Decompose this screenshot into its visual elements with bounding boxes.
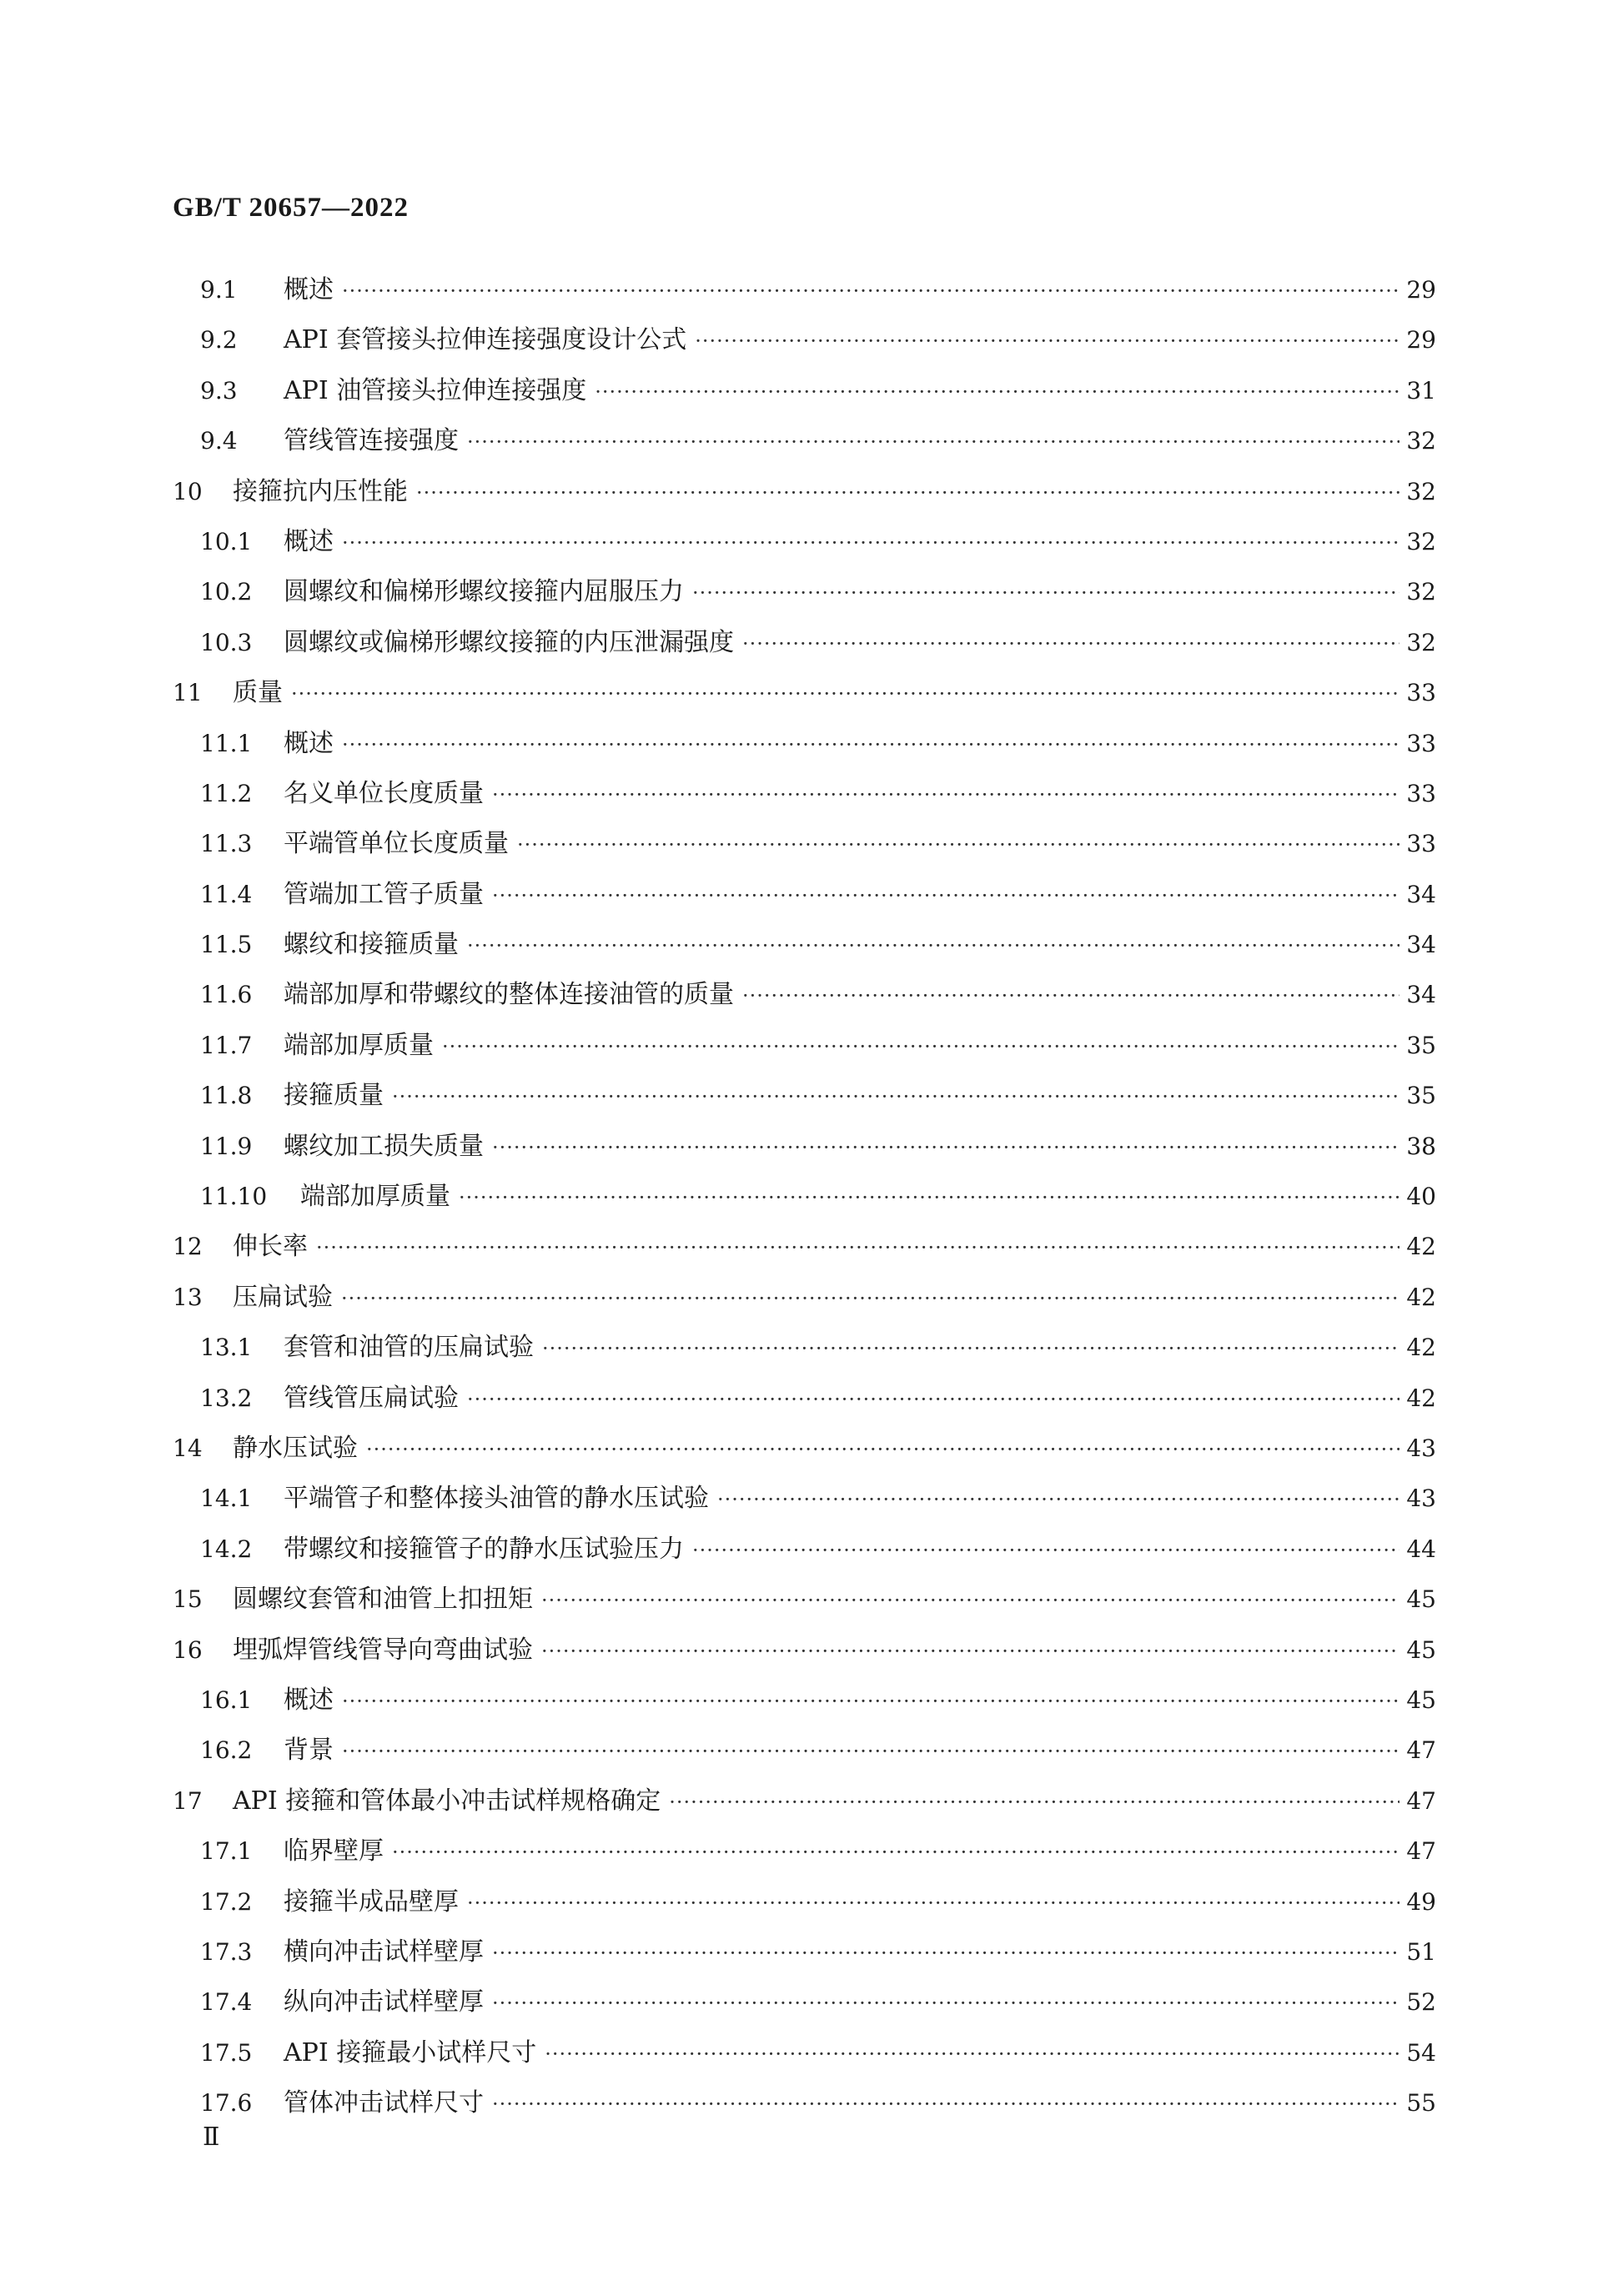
toc-dot-leader [541, 1626, 1399, 1676]
toc-dot-leader [342, 720, 1399, 770]
toc-entry-page: 34 [1406, 981, 1436, 1009]
toc-entry-page: 32 [1406, 427, 1436, 455]
toc-entry-page: 33 [1406, 779, 1436, 807]
standard-code-header: GB/T 20657—2022 [173, 193, 410, 223]
toc-entry[interactable] [0, 2028, 1623, 2078]
toc-entry-number: 17.6 [200, 2089, 253, 2118]
toc-entry-number: 13.1 [200, 1334, 253, 1362]
toc-entry[interactable] [0, 668, 1623, 718]
toc-dot-leader [492, 2079, 1399, 2129]
toc-entry-number: 13.2 [200, 1384, 253, 1412]
toc-entry-page: 49 [1406, 1887, 1436, 1916]
toc-entry[interactable] [0, 265, 1623, 315]
toc-entry-page: 44 [1406, 1535, 1436, 1563]
toc-entry-page: 29 [1406, 276, 1436, 304]
toc-entry-number: 9.3 [200, 376, 238, 404]
toc-dot-leader [342, 266, 1399, 316]
toc-entry-title: API 接箍和管体最小冲击试样规格确定 [233, 1786, 661, 1816]
toc-dot-leader [291, 669, 1399, 719]
toc-entry-page: 47 [1406, 1736, 1436, 1765]
toc-entry-title: API 接箍最小试样尺寸 [284, 2037, 537, 2067]
toc-entry-title: 管线管压扁试验 [284, 1383, 459, 1413]
toc-dot-leader [342, 1676, 1399, 1726]
toc-entry-title: 背景 [284, 1736, 334, 1766]
toc-entry-title: 端部加厚质量 [284, 1030, 434, 1060]
toc-entry-number: 13 [173, 1283, 203, 1311]
toc-dot-leader [742, 971, 1399, 1021]
toc-dot-leader [341, 1274, 1399, 1324]
toc-dot-leader [742, 619, 1399, 669]
toc-entry-number: 10.1 [200, 527, 253, 555]
toc-entry-page: 45 [1406, 1635, 1436, 1664]
toc-entry-page: 45 [1406, 1585, 1436, 1614]
toc-entry-number: 17 [173, 1786, 203, 1815]
toc-entry-page: 34 [1406, 931, 1436, 959]
toc-entry[interactable] [0, 2078, 1623, 2128]
toc-entry-title: 压扁试验 [233, 1282, 333, 1312]
toc-entry[interactable] [0, 1525, 1623, 1575]
toc-entry[interactable] [0, 1927, 1623, 1977]
toc-entry-number: 17.2 [200, 1887, 253, 1916]
toc-entry[interactable] [0, 1826, 1623, 1876]
toc-entry[interactable] [0, 1424, 1623, 1474]
toc-entry-title: 螺纹和接箍质量 [284, 930, 459, 960]
toc-dot-leader [459, 1173, 1399, 1223]
toc-dot-leader [492, 1978, 1399, 2028]
toc-dot-leader [467, 1374, 1399, 1424]
toc-entry-title: 螺纹加工损失质量 [284, 1131, 484, 1161]
toc-entry-title: 横向冲击试样壁厚 [284, 1937, 484, 1967]
toc-entry[interactable] [0, 1071, 1623, 1121]
toc-entry-number: 11 [173, 679, 203, 707]
toc-entry-title: 带螺纹和接箍管子的静水压试验压力 [284, 1534, 684, 1564]
toc-dot-leader [416, 468, 1399, 518]
toc-dot-leader [492, 770, 1399, 820]
toc-entry-number: 11.8 [200, 1082, 253, 1110]
toc-entry[interactable] [0, 1676, 1623, 1726]
toc-entry[interactable] [0, 1323, 1623, 1373]
toc-entry-title: 套管和油管的压扁试验 [284, 1333, 534, 1363]
toc-entry[interactable] [0, 1021, 1623, 1071]
table-of-contents [0, 265, 1623, 2128]
toc-dot-leader [442, 1022, 1399, 1072]
toc-entry-page: 33 [1406, 729, 1436, 757]
toc-entry-number: 11.5 [200, 931, 253, 959]
toc-dot-leader [316, 1223, 1399, 1273]
toc-entry-page: 32 [1406, 628, 1436, 656]
toc-entry-title: 圆螺纹套管和油管上扣扭矩 [233, 1585, 533, 1615]
toc-entry-title: 质量 [233, 678, 283, 708]
toc-entry[interactable] [0, 719, 1623, 769]
toc-entry-page: 38 [1406, 1132, 1436, 1160]
toc-entry-title: 端部加厚质量 [300, 1182, 450, 1212]
toc-dot-leader [517, 820, 1399, 870]
toc-entry-number: 11.1 [200, 729, 253, 757]
toc-entry-number: 16.1 [200, 1686, 253, 1714]
toc-entry-page: 42 [1406, 1233, 1436, 1261]
toc-dot-leader [366, 1424, 1399, 1475]
toc-entry-page: 45 [1406, 1686, 1436, 1714]
toc-entry-page: 35 [1406, 1031, 1436, 1059]
toc-entry-title: 管线管连接强度 [284, 426, 459, 456]
toc-entry-number: 14 [173, 1434, 203, 1462]
toc-dot-leader [595, 367, 1399, 417]
toc-dot-leader [542, 1324, 1399, 1374]
toc-entry-page: 43 [1406, 1434, 1436, 1462]
toc-dot-leader [467, 921, 1399, 971]
toc-entry-number: 17.3 [200, 1937, 253, 1966]
toc-entry-title: 平端管子和整体接头油管的静水压试验 [284, 1484, 709, 1514]
toc-entry-title: 概述 [284, 526, 334, 556]
toc-entry-title: 管体冲击试样尺寸 [284, 2088, 484, 2118]
toc-dot-leader [669, 1777, 1399, 1827]
toc-entry-page: 32 [1406, 578, 1436, 606]
toc-entry-page: 33 [1406, 679, 1436, 707]
toc-dot-leader [392, 1072, 1399, 1122]
toc-entry-number: 11.3 [200, 830, 253, 858]
toc-entry[interactable] [0, 1122, 1623, 1172]
toc-entry[interactable] [0, 1776, 1623, 1826]
toc-entry[interactable] [0, 870, 1623, 920]
toc-entry-number: 12 [173, 1233, 203, 1261]
toc-entry-title: 平端管单位长度质量 [284, 829, 509, 859]
toc-entry[interactable] [0, 618, 1623, 668]
toc-entry-number: 11.9 [200, 1132, 253, 1160]
toc-entry-title: 接箍质量 [284, 1081, 384, 1111]
toc-entry-page: 34 [1406, 880, 1436, 908]
toc-entry-number: 17.5 [200, 2038, 253, 2067]
toc-entry-title: 概述 [284, 275, 334, 304]
toc-entry-page: 54 [1406, 2038, 1436, 2067]
toc-entry-number: 11.4 [200, 880, 253, 908]
toc-entry[interactable] [0, 567, 1623, 617]
toc-entry-number: 9.1 [200, 276, 238, 304]
toc-entry-number: 10.2 [200, 578, 253, 606]
toc-entry[interactable] [0, 315, 1623, 365]
toc-entry-page: 55 [1406, 2089, 1436, 2118]
toc-entry-title: 圆螺纹或偏梯形螺纹接箍的内压泄漏强度 [284, 627, 734, 657]
toc-entry[interactable] [0, 517, 1623, 567]
toc-entry-number: 14.2 [200, 1535, 253, 1563]
toc-entry-page: 42 [1406, 1384, 1436, 1412]
toc-entry[interactable] [0, 366, 1623, 416]
toc-entry[interactable] [0, 1625, 1623, 1676]
toc-entry-number: 9.4 [200, 427, 238, 455]
toc-entry-title: 圆螺纹和偏梯形螺纹接箍内屈服压力 [284, 577, 684, 607]
toc-dot-leader [545, 2029, 1399, 2079]
toc-entry-number: 11.6 [200, 981, 253, 1009]
toc-dot-leader [492, 871, 1399, 921]
toc-entry[interactable] [0, 1374, 1623, 1424]
toc-dot-leader [541, 1575, 1399, 1625]
toc-entry-page: 43 [1406, 1485, 1436, 1513]
toc-entry[interactable] [0, 416, 1623, 466]
toc-dot-leader [392, 1827, 1399, 1877]
toc-entry-title: 端部加厚和带螺纹的整体连接油管的质量 [284, 980, 734, 1010]
toc-entry-page: 32 [1406, 527, 1436, 555]
toc-dot-leader [467, 1878, 1399, 1928]
toc-dot-leader [492, 1123, 1399, 1173]
toc-entry-title: 接箍半成品壁厚 [284, 1887, 459, 1917]
toc-entry-page: 42 [1406, 1283, 1436, 1311]
toc-entry-page: 47 [1406, 1786, 1436, 1815]
toc-entry-title: 管端加工管子质量 [284, 879, 484, 909]
toc-entry[interactable] [0, 1877, 1623, 1927]
toc-entry-page: 35 [1406, 1082, 1436, 1110]
toc-entry[interactable] [0, 819, 1623, 869]
toc-entry-number: 16 [173, 1635, 203, 1664]
toc-entry-title: 纵向冲击试样壁厚 [284, 1987, 484, 2017]
toc-entry[interactable] [0, 769, 1623, 819]
toc-entry[interactable] [0, 1474, 1623, 1524]
toc-entry-page: 31 [1406, 376, 1436, 404]
toc-entry-number: 17.1 [200, 1837, 253, 1866]
toc-entry-title: 伸长率 [233, 1232, 308, 1262]
toc-entry-number: 10.3 [200, 628, 253, 656]
toc-entry-page: 42 [1406, 1334, 1436, 1362]
toc-entry-number: 9.2 [200, 326, 238, 354]
toc-entry-page: 40 [1406, 1183, 1436, 1211]
toc-entry-number: 16.2 [200, 1736, 253, 1765]
toc-entry-title: 埋弧焊管线管导向弯曲试验 [233, 1635, 533, 1665]
toc-entry-title: API 油管接头拉伸连接强度 [284, 375, 587, 405]
toc-entry-number: 11.7 [200, 1031, 253, 1059]
toc-entry[interactable] [0, 1726, 1623, 1776]
toc-entry-page: 51 [1406, 1937, 1436, 1966]
footer-page-number: Ⅱ [203, 2123, 220, 2152]
toc-dot-leader [717, 1475, 1399, 1525]
toc-entry[interactable] [0, 920, 1623, 970]
toc-dot-leader [342, 1726, 1399, 1776]
toc-entry[interactable] [0, 1222, 1623, 1272]
toc-entry-number: 11.10 [200, 1183, 268, 1211]
toc-entry-page: 47 [1406, 1837, 1436, 1866]
toc-entry-title: API 套管接头拉伸连接强度设计公式 [284, 325, 687, 355]
toc-entry-page: 29 [1406, 326, 1436, 354]
toc-dot-leader [692, 568, 1399, 618]
toc-dot-leader [492, 1928, 1399, 1978]
toc-entry[interactable] [0, 1575, 1623, 1625]
toc-entry-page: 33 [1406, 830, 1436, 858]
toc-entry-number: 15 [173, 1585, 203, 1614]
toc-entry-title: 概述 [284, 728, 334, 758]
toc-entry-page: 52 [1406, 1988, 1436, 2017]
toc-entry-number: 10 [173, 477, 203, 505]
toc-entry[interactable] [0, 467, 1623, 517]
toc-entry-number: 14.1 [200, 1485, 253, 1513]
toc-dot-leader [467, 417, 1399, 467]
toc-entry[interactable] [0, 1172, 1623, 1222]
toc-entry[interactable] [0, 970, 1623, 1020]
toc-entry-title: 名义单位长度质量 [284, 778, 484, 808]
toc-dot-leader [695, 316, 1399, 366]
toc-dot-leader [342, 518, 1399, 568]
toc-dot-leader [692, 1525, 1399, 1575]
toc-entry-title: 临界壁厚 [284, 1836, 384, 1866]
toc-entry-page: 32 [1406, 477, 1436, 505]
toc-entry[interactable] [0, 1977, 1623, 2027]
toc-entry-title: 概述 [284, 1685, 334, 1715]
toc-entry-number: 11.2 [200, 779, 253, 807]
toc-entry-title: 静水压试验 [233, 1433, 358, 1463]
toc-entry-number: 17.4 [200, 1988, 253, 2017]
toc-entry-title: 接箍抗内压性能 [233, 476, 408, 506]
toc-entry[interactable] [0, 1273, 1623, 1323]
